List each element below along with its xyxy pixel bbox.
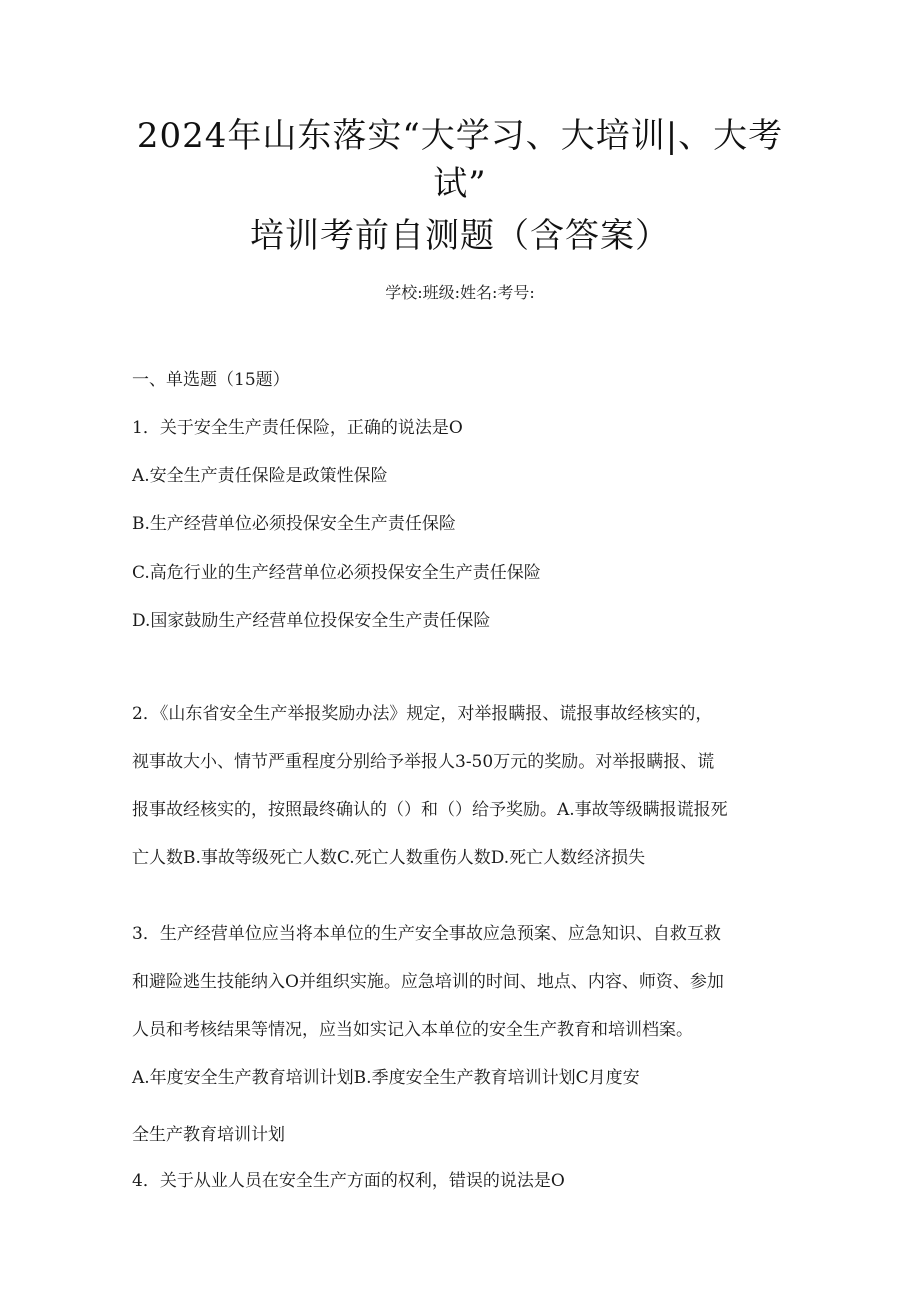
document-title-line-2: 试” bbox=[433, 164, 487, 204]
question-3-line: 和避险逃生技能纳入O并组织实施。应急培训的时间、地点、内容、师资、参加 bbox=[132, 972, 724, 992]
question-2-line: 2．《山东省安全生产举报奖励办法》规定，对举报瞒报、谎报事故经核实的， bbox=[132, 704, 713, 724]
question-3-line: A.年度安全生产教育培训计划B.季度安全生产教育培训计划C月度安 bbox=[132, 1068, 640, 1088]
section-heading: 一、单选题（15题） bbox=[132, 370, 290, 390]
question-1-option-a: A.安全生产责任保险是政策性保险 bbox=[132, 466, 388, 486]
question-2-line: 亡人数B.事故等级死亡人数C.死亡人数重伤人数D.死亡人数经济损失 bbox=[132, 848, 646, 868]
question-3 bbox=[132, 910, 792, 1102]
question-2-line: 视事故大小、情节严重程度分别给予举报人3-50万元的奖励。对举报瞒报、谎 bbox=[132, 752, 715, 772]
question-3-line: 人员和考核结果等情况，应当如实记入本单位的安全生产教育和培训档案。 bbox=[132, 1020, 693, 1040]
question-1-option-c: C.高危行业的生产经营单位必须投保安全生产责任保险 bbox=[132, 563, 541, 583]
question-3-line: 3．生产经营单位应当将本单位的生产安全事故应急预案、应急知识、自救互救 bbox=[132, 924, 721, 944]
question-1-option-b: B.生产经营单位必须投保安全生产责任保险 bbox=[132, 514, 456, 534]
question-1-option-d: D.国家鼓励生产经营单位投保安全生产责任保险 bbox=[132, 611, 491, 631]
question-4-stem: 4．关于从业人员在安全生产方面的权利，错误的说法是O bbox=[132, 1171, 565, 1191]
document-title-line-1: 2024年山东落实“大学习、大培训|、大考 bbox=[136, 116, 784, 156]
student-info-line: 学校:班级:姓名:考号: bbox=[385, 283, 535, 302]
question-2-line: 报事故经核实的，按照最终确认的（）和（）给予奖励。A.事故等级瞒报谎报死 bbox=[132, 800, 728, 820]
question-1-stem: 1．关于安全生产责任保险，正确的说法是O bbox=[132, 418, 463, 438]
question-3-tail: 全生产教育培训计划 bbox=[132, 1125, 285, 1145]
question-2 bbox=[132, 690, 792, 882]
document-title-line-3: 培训考前自测题（含答案） bbox=[250, 216, 670, 256]
